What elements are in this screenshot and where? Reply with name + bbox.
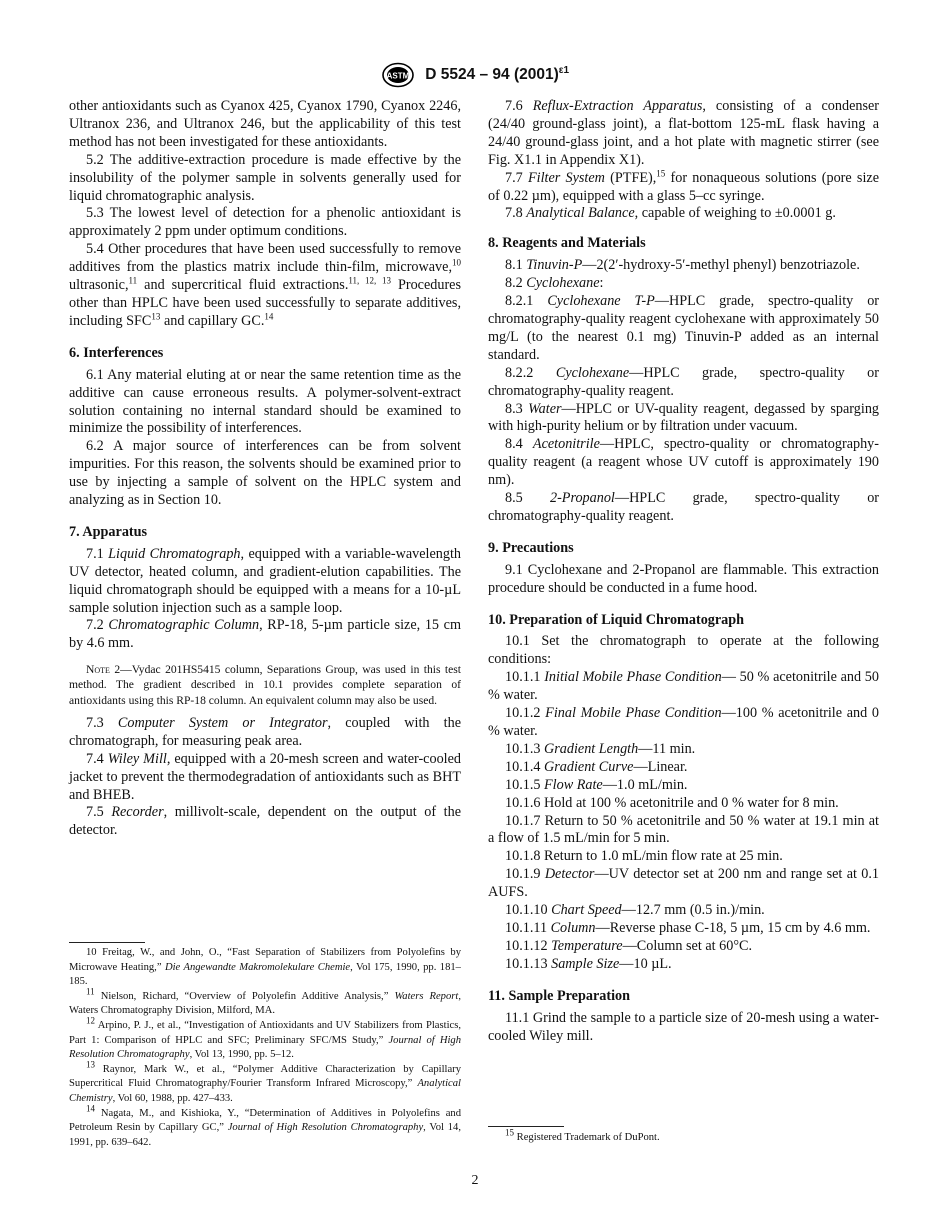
text-run: —HPLC grade, spectro-quality or chromatography-quality reagent. (488, 364, 879, 399)
term: Initial Mobile Phase Condition (544, 669, 722, 686)
text-run: , Waters Chromatography Division, Milford, MA. (69, 990, 461, 1017)
paragraph-5-3: 5.3 The lowest level of detection for a phenolic antioxidant is approximately 2 ppm under optimum conditions. (69, 205, 461, 240)
section-heading-7: 7. Apparatus (69, 523, 148, 540)
citation-title: Journal of High Resolution Chromatography (69, 1034, 462, 1061)
footnote-number: 13 (86, 1059, 95, 1070)
paragraph-6-1: 6.1 Any material eluting at or near the same retention time as the additive can cause erroneous results. A polymer-solvent-extract solution containing no internal standard should be examined to minimize the possibility of interferences. (69, 366, 461, 437)
term: Chart Speed (551, 902, 622, 919)
term: Liquid Chromatograph (108, 545, 241, 562)
text-run: 10.1.4 (505, 758, 545, 775)
text-run: for nonaqueous solutions (pore size of 0.22 µm), equipped with a glass 5–cc syringe. (488, 169, 879, 204)
text-run: , coupled with the chromatograph, for measuring peak area. (69, 714, 462, 749)
term: Acetonitrile (532, 436, 600, 453)
text-run: 8.2.1 (505, 293, 548, 310)
term: Column (550, 919, 596, 936)
paragraph-8-2 (488, 275, 879, 293)
citation-title: Die Angewandte Makromolekulare Chemie (164, 961, 351, 973)
text-run: 7.7 (505, 169, 528, 186)
text-run: Arpino, P. J., et al., “Investigation of Antioxidants and UV Stabilizers from Plastics, Part 1: Comparison of HPLC and SFC; Preliminary SFC/MS Study,” (69, 1019, 461, 1046)
text-run: 10.1.3 (505, 740, 545, 757)
text-run: — 50 % acetonitrile and 50 % water. (488, 669, 879, 704)
document-designation: D 5524 – 94 (2001) (425, 66, 559, 84)
text-run: —11 min. (638, 740, 696, 757)
section-heading-11: 11. Sample Preparation (488, 987, 631, 1004)
text-run: 10.1.12 (505, 937, 552, 954)
text-run: , Vol 14, 1991, pp. 639–642. (69, 1122, 461, 1148)
paragraph-7-7 (488, 167, 879, 206)
text-run: 10 Freitag, W., and John, O., “Fast Separation of Stabilizers from Polyolefins by Microwave Heating,” (69, 947, 461, 973)
text-run: 8.2 (505, 275, 527, 292)
section-heading-6: 6. Interferences (69, 344, 164, 361)
footnotes-left (69, 946, 461, 1150)
text-run: —Reverse phase C-18, 5 µm, 15 cm by 4.6 mm. (595, 919, 871, 936)
text-run: , equipped with a 20-mesh screen and water-cooled jacket to prevent the thermodegradation of antioxidants such as BHT and BHEB. (69, 750, 461, 803)
footnote-divider-right (488, 1126, 564, 1127)
text-run: 10.1.9 (505, 866, 545, 883)
paragraph-8-5 (488, 490, 879, 526)
text-run: , Vol 175, 1990, pp. 181–185. (69, 961, 461, 988)
text-run: 7.4 (86, 750, 108, 767)
footnote-ref: 13 (151, 311, 161, 322)
citation-title: Waters Report (394, 990, 459, 1002)
text-run: 7.8 (505, 205, 527, 222)
paragraph-10-1: 10.1 Set the chromatograph to operate at the following conditions: (488, 633, 879, 668)
paragraph-10-1-11 (488, 920, 879, 938)
text-run: 10.1.5 (505, 776, 545, 793)
term: Filter System (527, 169, 605, 186)
text-run: and supercritical fluid extractions. (137, 277, 349, 294)
page-header (0, 62, 950, 88)
text-run: Nagata, M., and Kishioka, Y., “Determination of Additives in Polyolefins and Petroleum Resin by Capillary GC,” (69, 1107, 461, 1134)
paragraph-9-1: 9.1 Cyclohexane and 2-Propanol are flammable. This extraction procedure should be conducted in a fume hood. (488, 561, 879, 596)
footnote-ref: 11 (128, 275, 138, 286)
text-run: , Vol 13, 1990, pp. 5–12. (189, 1049, 294, 1061)
paragraph-7-5 (69, 804, 461, 840)
text-run: —HPLC, spectro-quality or chromatography-quality reagent (a reagent whose UV cutoff is approximately 190 nm). (488, 436, 879, 489)
text-run: Procedures other than HPLC have been used successfully to separate additives, including SFC (69, 277, 461, 329)
note-2 (69, 662, 461, 708)
text-run: 8.5 (505, 490, 550, 507)
paragraph-6-2: 6.2 A major source of interferences can be from solvent impurities. For this reason, the solvents should be examined prior to use by injecting a sample of solvent on the HPLC system and analyzing as in Section 10. (69, 438, 461, 509)
paragraph-7-4 (69, 751, 461, 805)
text-run: —1.0 mL/min. (602, 776, 688, 793)
footnote-13 (69, 1059, 461, 1107)
astm-logo-icon (381, 62, 415, 88)
footnote-ref: 10 (452, 257, 461, 268)
footnote-15 (488, 1127, 879, 1146)
left-column (69, 98, 461, 840)
footnote-12 (69, 1015, 462, 1063)
paragraph-7-2 (69, 617, 461, 653)
page-number: 2 (471, 1173, 479, 1188)
text-run: —10 µL. (619, 955, 672, 972)
text-run: 7.6 (505, 98, 533, 114)
text-run: 10.1.2 (505, 705, 546, 722)
paragraph-7-6 (488, 98, 879, 170)
footnotes-right (488, 1127, 879, 1146)
term: Cyclohexane (555, 364, 630, 381)
term: 2-Propanol (549, 490, 615, 507)
text-run: and capillary GC. (160, 312, 265, 329)
text-run: , consisting of a condenser (24/40 ground-glass joint), a flat-bottom 125-mL flask having a 24/40 ground-glass joint, and a hot plate with magnetic stirrer (see Fig. X1.1 in Appendix X1). (488, 98, 880, 168)
term: Computer System or Integrator (117, 714, 328, 731)
citation-title: Analytical Chemistry (69, 1078, 461, 1104)
section-heading-9: 9. Precautions (488, 539, 574, 556)
term: Temperature (551, 937, 623, 954)
footnote-ref: 11, 12, 13 (348, 275, 391, 286)
text-run: —2(2′-hydroxy-5′-methyl phenyl) benzotriazole. (582, 257, 860, 274)
paragraph-10-1-2 (488, 705, 879, 741)
citation-title: Journal of High Resolution Chromatography (227, 1122, 424, 1134)
footnote-ref: 15 (656, 167, 666, 178)
term: Water (528, 400, 562, 417)
text-run: Nielson, Richard, “Overview of Polyolefin Additive Analysis,” (94, 990, 395, 1002)
paragraph-10-1-12 (488, 938, 879, 956)
paragraph-10-1-5 (488, 777, 879, 795)
paragraph-10-1-3 (488, 741, 879, 759)
footnote-10 (69, 946, 461, 990)
text-run: —Linear. (633, 758, 688, 775)
term: Flow Rate (544, 776, 603, 793)
text-run: —UV detector set at 200 nm and range set at 0.1 AUFS. (488, 866, 880, 901)
term: Gradient Length (544, 740, 639, 757)
term: Final Mobile Phase Condition (545, 705, 722, 722)
text-run: 8.4 (505, 436, 533, 453)
term: Wiley Mill (107, 750, 167, 767)
text-run: —HPLC or UV-quality reagent, degassed by sparging with high-purity helium or by filtration under vacuum. (488, 400, 880, 435)
text-run: Registered Trademark of DuPont. (514, 1132, 660, 1143)
footnote-11 (69, 986, 461, 1019)
text-run: , capable of weighing to ±0.0001 g. (634, 205, 836, 222)
term: Cyclohexane (526, 275, 600, 292)
text-run: 2—Vydac 201HS5415 column, Separations Group, was used in this test method. The gradient described in 10.1 provides complete separation of antioxidants using this RP-18 column. An equivalent column may also be used. (69, 663, 461, 707)
term: Tinuvin-P (526, 257, 583, 274)
footnote-number: 14 (86, 1103, 95, 1113)
paragraph-5-4 (69, 241, 461, 331)
text-run: —100 % acetonitrile and 0 % water. (488, 705, 879, 739)
paragraph-8-4 (488, 436, 879, 490)
footnote-number: 11 (86, 986, 95, 997)
text-run: (PTFE), (604, 169, 657, 186)
paragraph-7-3 (69, 715, 461, 751)
paragraph-10-1-10 (488, 902, 879, 920)
text-run: —HPLC grade, spectro-quality or chromatography-quality reagent cyclohexane with approximately 50 mg/L (to the nearest 0.1 mg) Tinuvin-P added as an internal standard. (488, 293, 880, 363)
text-run: 7.1 (86, 545, 109, 562)
term: Analytical Balance (526, 205, 635, 222)
text-run: 8.2.2 (505, 364, 556, 381)
paragraph-8-2-2 (488, 365, 879, 401)
text-run: 7.5 (86, 804, 112, 821)
text-run: 10.1.13 (505, 955, 552, 972)
paragraph-10-1-7: 10.1.7 Return to 50 % acetonitrile and 50 % water at 19.1 min at a flow of 1.5 mL/min for 5 min. (488, 812, 879, 847)
footnote-divider-left (69, 942, 145, 943)
text-run: —12.7 mm (0.5 in.)/min. (621, 902, 765, 919)
term: Chromatographic Column (108, 617, 260, 634)
designation-epsilon: ε1 (558, 64, 570, 76)
text-run: 8.3 (505, 400, 529, 417)
text-run: ultrasonic, (69, 277, 129, 294)
text-run: 7.2 (86, 617, 109, 634)
footnote-ref: 14 (264, 311, 274, 322)
text-run: , equipped with a variable-wavelength UV detector, heated column, and gradient-elution capabilities. The liquid chromatograph should be equipped with a means for a 10-µL sample solution injection such as a sample loop. (69, 545, 461, 616)
paragraph-10-1-1 (488, 669, 879, 705)
paragraph-8-3 (488, 401, 879, 437)
term: Recorder (111, 804, 164, 821)
paragraph-5-1-continued: other antioxidants such as Cyanox 425, Cyanox 1790, Cyanox 2246, Ultranox 236, and Ultranox 246, but the applicability of this test method has not been investigated for these antioxidants. (69, 98, 461, 150)
paragraph-5-2: 5.2 The additive-extraction procedure is made effective by the insolubility of the polymer sample in solvents generally used for liquid chromatographic analysis. (69, 151, 461, 204)
term: Detector (544, 866, 595, 883)
right-column (488, 98, 879, 1045)
text-run: 10.1.11 (505, 919, 551, 936)
text-run: —Column set at 60°C. (622, 937, 752, 954)
paragraph-10-1-9 (488, 866, 879, 902)
paragraph-11-1: 11.1 Grind the sample to a particle size of 20-mesh using a water-cooled Wiley mill. (488, 1009, 879, 1044)
term: Gradient Curve (544, 758, 634, 775)
text-run: 8.1 (505, 257, 527, 274)
paragraph-10-1-4 (488, 759, 879, 777)
note-label: Note (86, 663, 110, 677)
paragraph-7-1 (69, 546, 461, 618)
section-heading-8: 8. Reagents and Materials (488, 235, 646, 252)
term: Sample Size (551, 955, 620, 972)
text-run: : (599, 275, 604, 292)
paragraph-8-2-1 (488, 293, 879, 365)
text-run: 7.3 (86, 714, 118, 731)
term: Reflux-Extraction Apparatus (532, 98, 703, 114)
footnote-number: 12 (86, 1015, 95, 1026)
astm-logo-text: ASTM (386, 71, 410, 81)
text-run: 5.4 Other procedures that have been used successfully to remove additives from the plastics matrix include thin-film, microwave, (69, 241, 461, 276)
paragraph-8-1 (488, 257, 879, 275)
paragraph-10-1-13 (488, 956, 879, 974)
paragraph-7-8 (488, 205, 879, 223)
text-run: 10.1.1 (505, 669, 545, 686)
section-heading-10: 10. Preparation of Liquid Chromatograph (488, 611, 745, 628)
text-run: —HPLC grade, spectro-quality or chromatography-quality reagent. (488, 490, 880, 524)
text-run: Raynor, Mark W., et al., “Polymer Additive Characterization by Capillary Supercritical Fluid Chromatography/Fourier Transform Infrared Microscopy,” (69, 1063, 461, 1090)
footnote-number: 15 (505, 1127, 514, 1138)
text-run: , RP-18, 5-µm particle size, 15 cm by 4.6 mm. (69, 617, 461, 652)
paragraph-10-1-8: 10.1.8 Return to 1.0 mL/min flow rate at 25 min. (505, 848, 783, 865)
term: Cyclohexane T-P (547, 293, 655, 310)
footnote-14 (69, 1103, 461, 1151)
text-run: , millivolt-scale, dependent on the output of the detector. (69, 804, 461, 839)
paragraph-10-1-6: 10.1.6 Hold at 100 % acetonitrile and 0 % water for 8 min. (505, 794, 839, 811)
text-run: , Vol 60, 1988, pp. 427–433. (112, 1092, 233, 1104)
text-run: 10.1.10 (505, 902, 552, 919)
